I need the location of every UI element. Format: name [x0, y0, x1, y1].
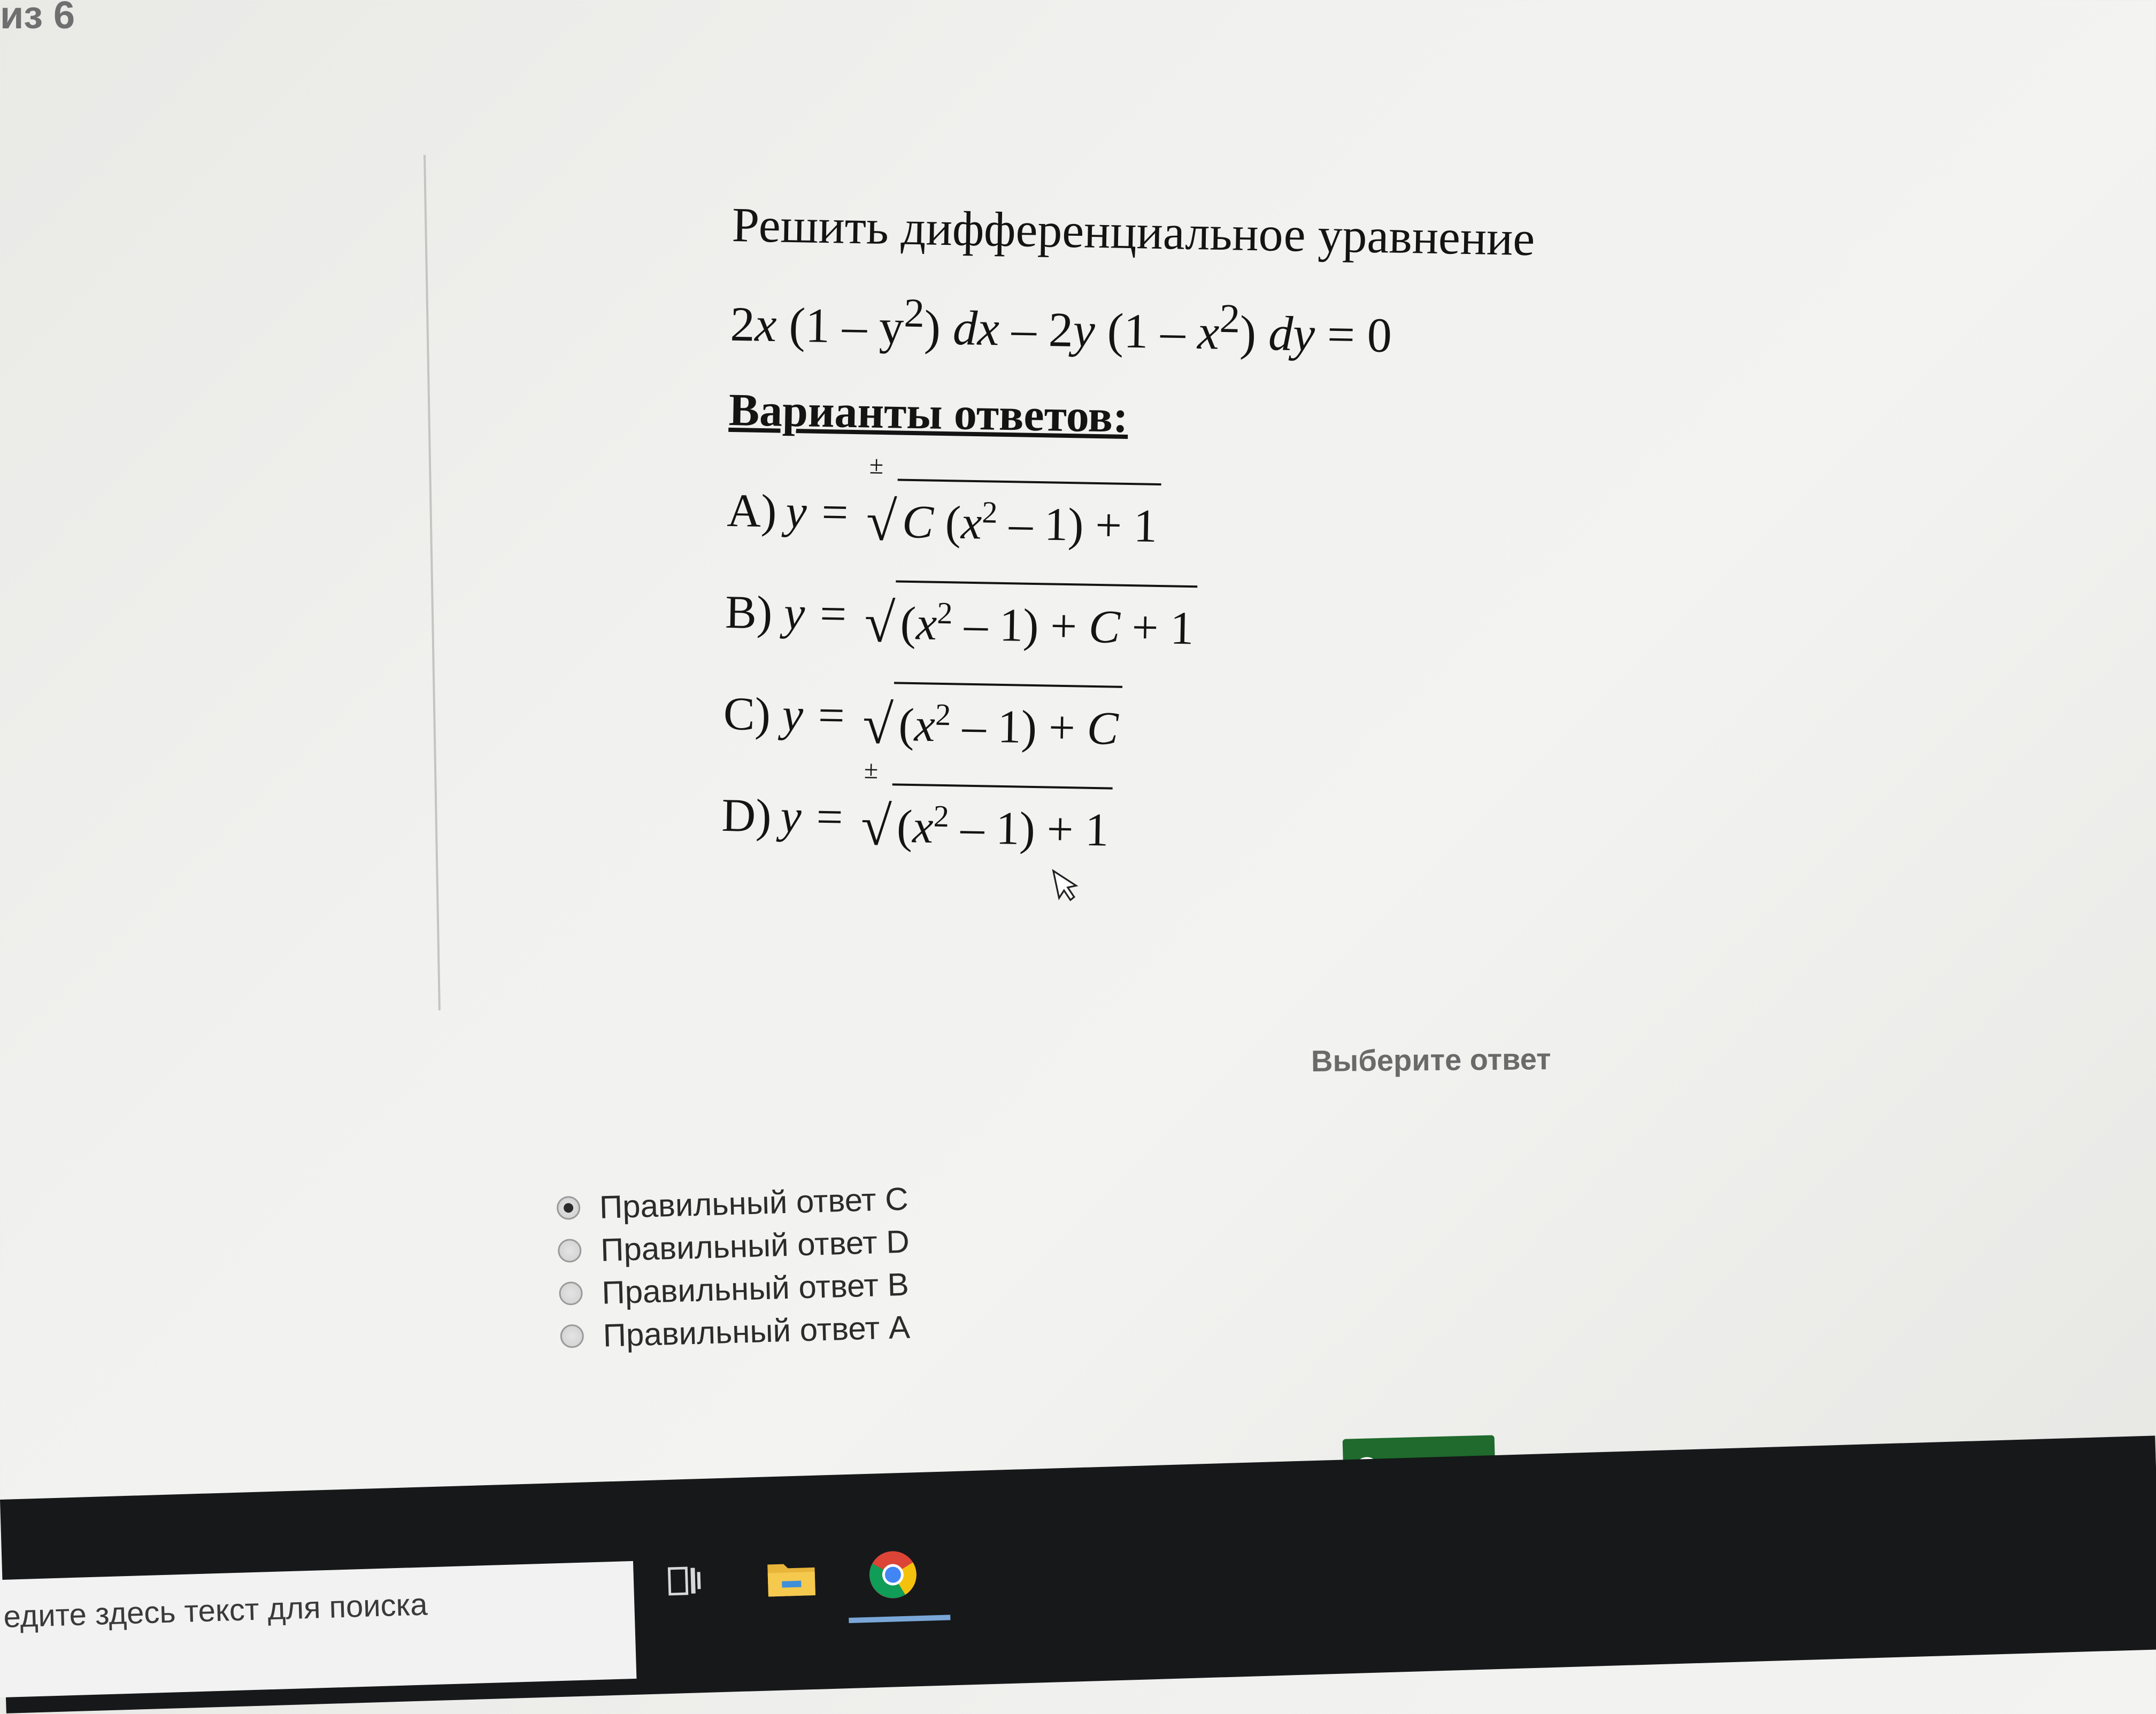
root-sign-icon: √	[864, 592, 896, 654]
answer-label: Правильный ответ B	[601, 1266, 910, 1311]
variant-letter: B)	[725, 586, 773, 639]
variant-letter: D)	[721, 789, 772, 843]
search-placeholder: едите здесь текст для поиска	[3, 1587, 428, 1634]
root-sign-icon: √	[862, 693, 894, 756]
active-app-indicator	[849, 1615, 950, 1623]
answer-label: Правильный ответ C	[599, 1180, 909, 1225]
variant-letter: C)	[723, 688, 771, 741]
variants-heading: Варианты ответов:	[728, 383, 1129, 442]
question-block	[721, 192, 1642, 882]
variant-a: A) y = ± √ C $(x^2 - 1) + 1$	[726, 460, 1637, 578]
task-view-icon[interactable]	[651, 1548, 718, 1614]
vertical-divider	[424, 155, 441, 1010]
answer-radio-group	[556, 1177, 912, 1358]
chrome-icon[interactable]	[860, 1542, 926, 1608]
radio-button[interactable]	[559, 1281, 583, 1306]
square-root: ± √ C $(x^2 - 1) + 1$	[866, 478, 1161, 553]
answer-label: Правильный ответ D	[600, 1223, 910, 1268]
variant-c: C) y = √ $(x^2 - 1) + C$	[722, 663, 1633, 781]
radio-button-checked[interactable]	[557, 1196, 581, 1220]
windows-taskbar	[0, 1435, 2156, 1713]
variant-d: D) y = ± √ $(x^2 - 1) + 1$	[721, 765, 1631, 882]
plus-minus-sign: ±	[869, 451, 884, 480]
answer-option-a[interactable]	[560, 1306, 913, 1358]
taskbar-search-input[interactable]	[0, 1561, 636, 1698]
question-title: Решить дифференциальное уравнение	[732, 197, 1536, 266]
plus-minus-sign: ±	[864, 755, 879, 784]
root-sign-icon: √	[865, 490, 898, 553]
question-equation: 2x $(1 - y^2)$ dx – 2y $(1 - x^2)$ dy = 0	[729, 290, 1392, 363]
square-root: ± √ $(x^2 - 1) + 1$	[860, 783, 1113, 858]
variant-b: B) y = √ $(x^2 - 1) + C + 1$	[725, 562, 1635, 680]
answer-label: Правильный ответ A	[602, 1309, 911, 1354]
radio-button[interactable]	[558, 1239, 582, 1263]
variants-list	[721, 451, 1637, 883]
variant-letter: A)	[726, 485, 777, 538]
page-counter: из 6	[0, 0, 75, 37]
radio-button[interactable]	[560, 1324, 584, 1348]
file-explorer-icon[interactable]	[758, 1545, 825, 1611]
root-sign-icon: √	[860, 795, 892, 858]
square-root: √ $(x^2 - 1) + C$	[862, 681, 1122, 756]
square-root: √ $(x^2 - 1) + C + 1$	[864, 580, 1198, 655]
select-answer-label: Выберите ответ	[1311, 1042, 1551, 1078]
